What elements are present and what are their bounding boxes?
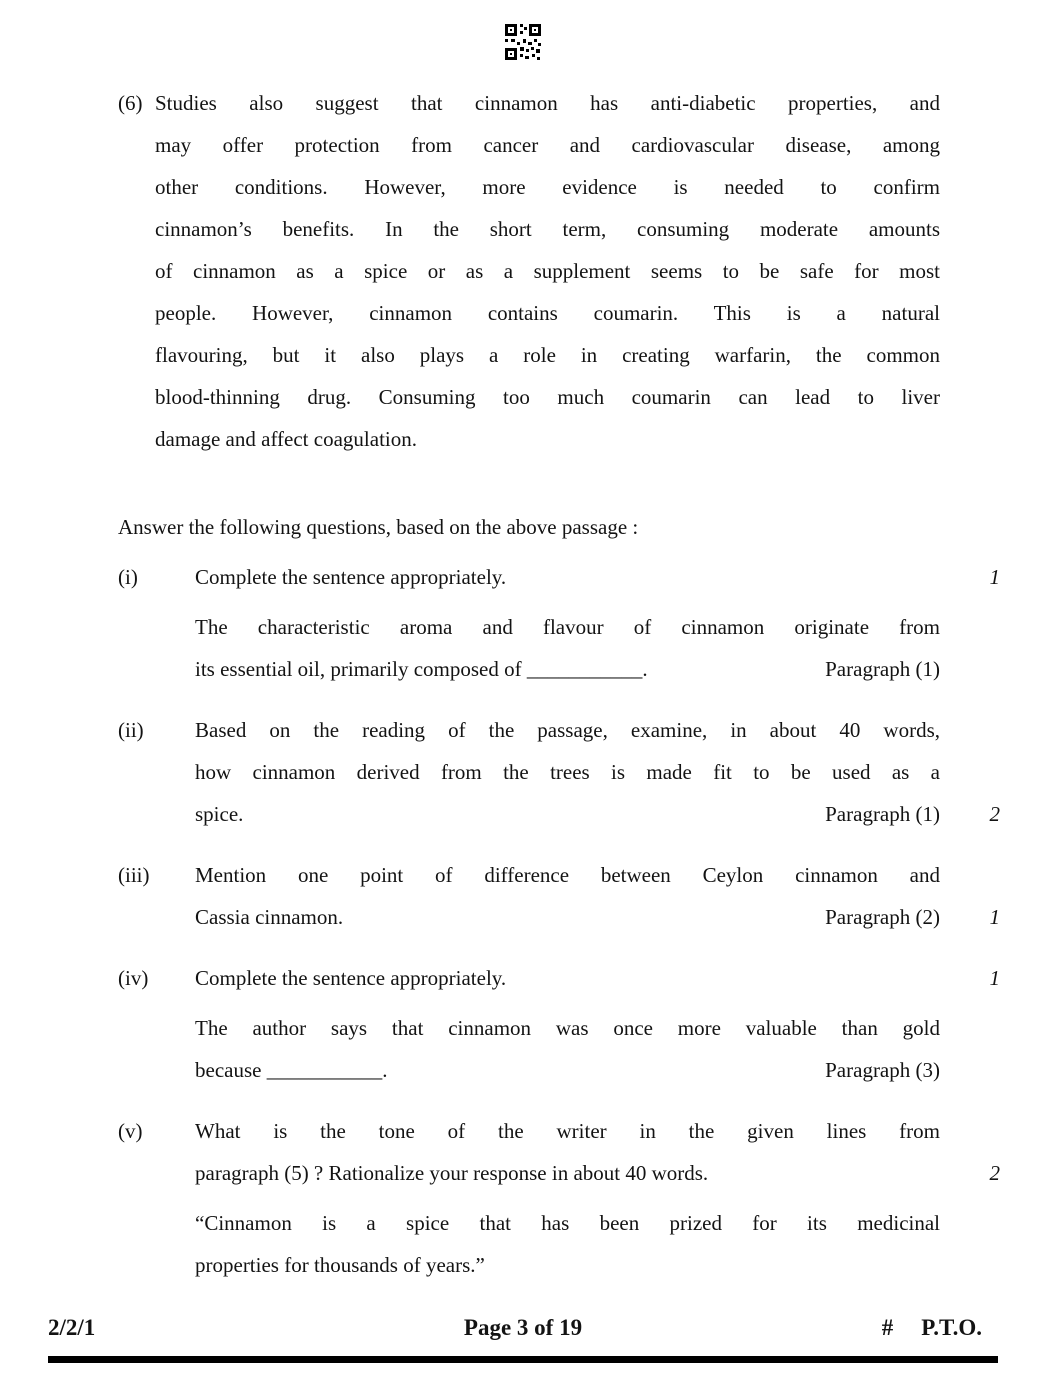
qr-code-container <box>0 0 1046 66</box>
question-line: Mention one point of difference between Ceylon cinnamon and <box>195 863 940 887</box>
marks-value: 1 <box>989 565 1000 589</box>
paragraph-ref: Paragraph (3) <box>825 1058 940 1082</box>
question-iv <box>118 957 1000 1091</box>
question-number: (i) <box>118 565 138 589</box>
question-line: Complete the sentence appropriately. <box>195 966 507 990</box>
instructions-text: Answer the following questions, based on the above passage : <box>118 515 639 539</box>
question-line: Based on the reading of the passage, examine, in about 40 words, <box>195 718 940 742</box>
passage-line: other conditions. However, more evidence is needed to confirm <box>155 175 940 199</box>
marks-value: 2 <box>989 802 1000 826</box>
passage-line: may offer protection from cancer and cardiovascular disease, among <box>155 133 940 157</box>
passage-line: Studies also suggest that cinnamon has anti-diabetic properties, and <box>155 91 940 115</box>
question-i <box>118 556 1000 690</box>
passage-line: flavouring, but it also plays a role in creating warfarin, the common <box>155 343 940 367</box>
passage-line: damage and affect coagulation. <box>155 427 417 451</box>
footer-rule <box>48 1356 998 1363</box>
marks-value: 1 <box>989 905 1000 929</box>
question-line: What is the tone of the writer in the given lines from <box>195 1119 940 1143</box>
question-line: because ___________. <box>195 1058 388 1082</box>
paragraph-ref: Paragraph (1) <box>825 802 940 826</box>
page-footer <box>48 1314 998 1363</box>
question-number: (iv) <box>118 966 149 990</box>
question-line: Complete the sentence appropriately. <box>195 565 507 589</box>
passage-line: cinnamon’s benefits. In the short term, consuming moderate amounts <box>155 217 940 241</box>
question-line: The author says that cinnamon was once more valuable than gold <box>195 1016 940 1040</box>
paragraph-ref: Paragraph (1) <box>825 657 940 681</box>
question-line: spice. <box>195 802 244 826</box>
question-line: Cassia cinnamon. <box>195 905 344 929</box>
question-line: properties for thousands of years.” <box>195 1253 485 1277</box>
passage-line: of cinnamon as a spice or as a supplement seems to be safe for most <box>155 259 940 283</box>
passage-paragraph-6 <box>118 82 1000 460</box>
question-number: (v) <box>118 1119 143 1143</box>
footer-page-number: Page 3 of 19 <box>463 1315 583 1340</box>
qr-code-icon <box>503 22 543 62</box>
question-line: how cinnamon derived from the trees is made fit to be used as a <box>195 760 940 784</box>
footer-pto-label: P.T.O. <box>921 1315 983 1340</box>
question-ii <box>118 709 1000 835</box>
question-line: its essential oil, primarily composed of ___________. <box>195 657 648 681</box>
question-v <box>118 1110 1000 1286</box>
question-line: “Cinnamon is a spice that has been prized for its medicinal <box>195 1211 940 1235</box>
question-line: paragraph (5) ? Rationalize your response in about 40 words. <box>195 1161 709 1185</box>
paragraph-number: (6) <box>118 91 143 115</box>
question-iii <box>118 854 1000 938</box>
passage-text <box>155 82 940 460</box>
paragraph-ref: Paragraph (2) <box>825 905 940 929</box>
marks-value: 2 <box>989 1161 1000 1185</box>
question-number: (ii) <box>118 718 144 742</box>
footer-paper-code: 2/2/1 <box>48 1315 96 1340</box>
passage-line: people. However, cinnamon contains coumarin. This is a natural <box>155 301 940 325</box>
passage-line: blood-thinning drug. Consuming too much coumarin can lead to liver <box>155 385 940 409</box>
page-content <box>118 82 1000 1286</box>
marks-value: 1 <box>989 966 1000 990</box>
question-line: The characteristic aroma and flavour of cinnamon originate from <box>195 615 940 639</box>
footer-hash-symbol: # <box>881 1315 894 1340</box>
question-number: (iii) <box>118 863 150 887</box>
